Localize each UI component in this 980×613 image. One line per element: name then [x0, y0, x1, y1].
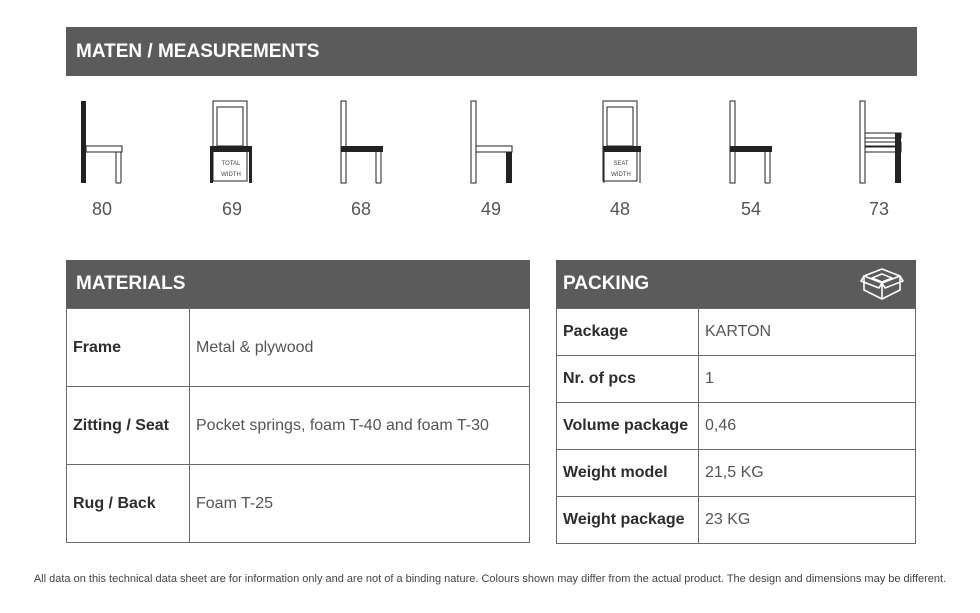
chair-side-height-icon [78, 100, 126, 184]
chair-front-total-width-icon [209, 100, 255, 184]
row-value: Metal & plywood [190, 309, 530, 387]
row-value: 0,46 [699, 403, 916, 450]
measure-value: 69 [221, 199, 243, 219]
table-row [557, 403, 916, 450]
row-key: Nr. of pcs [557, 356, 699, 403]
row-value: 21,5 KG [699, 450, 916, 497]
row-key: Volume package [557, 403, 699, 450]
materials-title: MATERIALS [76, 273, 186, 294]
materials-header [66, 260, 530, 308]
measure-value: 54 [740, 199, 762, 219]
row-key: Zitting / Seat [67, 387, 190, 465]
row-key: Rug / Back [67, 465, 190, 543]
table-row [557, 450, 916, 497]
disclaimer-footer: All data on this technical data sheet are for information only and are not of a binding nature. Colours shown may differ from the actual product. The design and dimensions may be different. [33, 573, 947, 585]
materials-table [66, 308, 530, 543]
table-row [67, 387, 530, 465]
row-value: KARTON [699, 309, 916, 356]
measure-value: 49 [480, 199, 502, 219]
row-key: Package [557, 309, 699, 356]
row-key: Weight model [557, 450, 699, 497]
table-row [557, 309, 916, 356]
table-row [557, 356, 916, 403]
packing-header [556, 260, 916, 308]
chair-side-depth-icon [727, 100, 775, 184]
chair-side-arm-height-icon [857, 100, 905, 184]
measure-value: 48 [609, 199, 631, 219]
table-row [557, 497, 916, 544]
row-value: 23 KG [699, 497, 916, 544]
total-label-2: WIDTH [221, 172, 241, 178]
chair-side-seat-depth-icon [338, 100, 386, 184]
table-row [67, 309, 530, 387]
packing-table [556, 308, 916, 544]
packing-title: PACKING [563, 273, 650, 294]
row-key: Frame [67, 309, 190, 387]
total-label-1: TOTAL [221, 161, 241, 167]
row-key: Weight package [557, 497, 699, 544]
measurements-title: MATEN / MEASUREMENTS [76, 40, 320, 62]
row-value: Pocket springs, foam T-40 and foam T-30 [190, 387, 530, 465]
measurements-header [66, 27, 917, 76]
table-row [67, 465, 530, 543]
measure-value: 68 [350, 199, 372, 219]
chair-side-seat-height-icon [468, 100, 516, 184]
seat-label-1: SEAT [613, 161, 629, 167]
box-icon [860, 266, 904, 302]
measure-value: 80 [91, 199, 113, 219]
chair-front-seat-width-icon [599, 100, 645, 184]
row-value: 1 [699, 356, 916, 403]
row-value: Foam T-25 [190, 465, 530, 543]
seat-label-2: WIDTH [611, 172, 631, 178]
measure-value: 73 [868, 199, 890, 219]
